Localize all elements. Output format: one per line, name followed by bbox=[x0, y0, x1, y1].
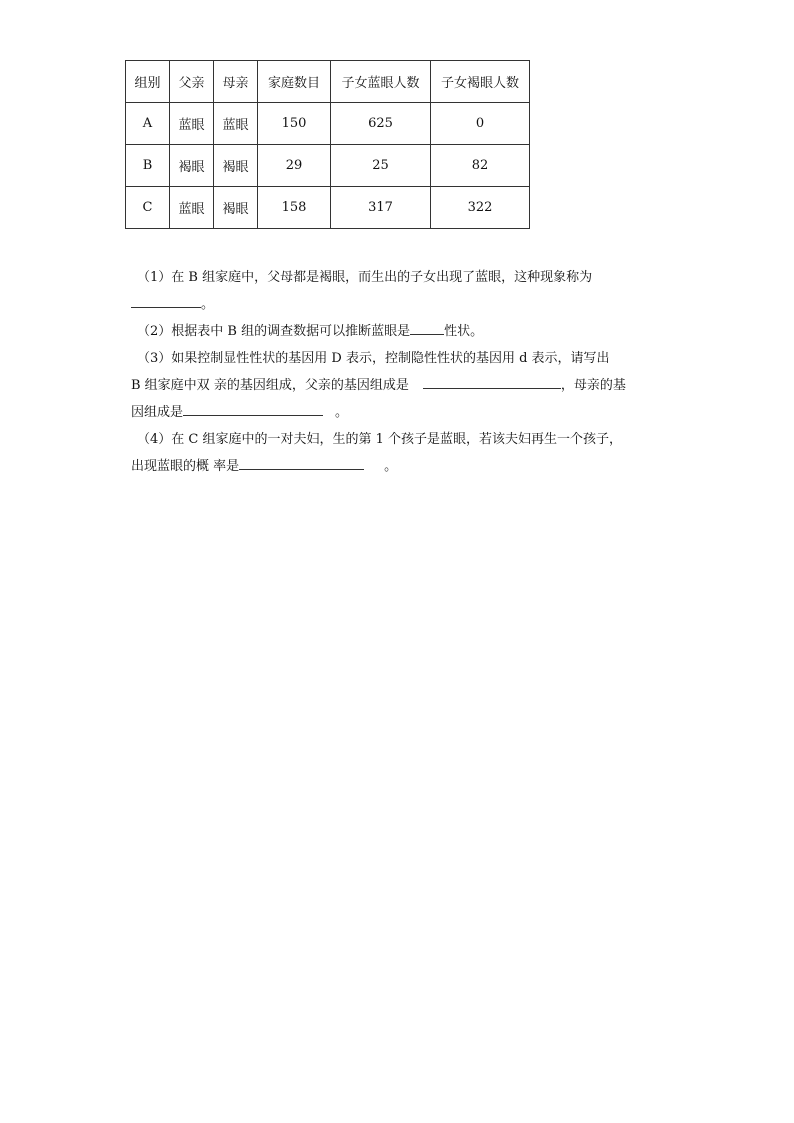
question-2 bbox=[131, 318, 671, 345]
table-cell: B bbox=[126, 145, 170, 187]
table-cell: 625 bbox=[331, 103, 431, 145]
table-header-row bbox=[126, 61, 530, 103]
header-cell-blue-eyed-children: 子女蓝眼人数 bbox=[331, 61, 431, 103]
table-cell: 150 bbox=[258, 103, 331, 145]
answer-blank-probability[interactable] bbox=[239, 453, 364, 470]
question-3-line-2-before: B 组家庭中双 亲的基因组成，父亲的基因组成是 bbox=[131, 378, 409, 393]
table-row bbox=[126, 103, 530, 145]
table-cell: C bbox=[126, 187, 170, 229]
table-cell: 29 bbox=[258, 145, 331, 187]
question-4-line-2-before: 出现蓝眼的概 率是 bbox=[131, 459, 240, 474]
table-row bbox=[126, 187, 530, 229]
header-cell-family-count: 家庭数目 bbox=[258, 61, 331, 103]
answer-blank-2[interactable] bbox=[410, 318, 444, 335]
question-4-line-2-after: 。 bbox=[384, 459, 398, 474]
question-3-line-1: （3）如果控制显性性状的基因用 D 表示，控制隐性性状的基因用 d 表示，请写出 bbox=[137, 351, 610, 366]
question-3-line-2-after: ，母亲的基 bbox=[560, 378, 626, 393]
header-cell-mother: 母亲 bbox=[214, 61, 258, 103]
answer-blank-father-genotype[interactable] bbox=[423, 372, 561, 389]
header-cell-father: 父亲 bbox=[170, 61, 214, 103]
table-cell: 蓝眼 bbox=[170, 187, 214, 229]
answer-blank-1[interactable] bbox=[131, 291, 201, 308]
header-cell-brown-eyed-children: 子女褐眼人数 bbox=[431, 61, 530, 103]
table-cell: 褐眼 bbox=[214, 145, 258, 187]
answer-blank-mother-genotype[interactable] bbox=[183, 399, 323, 416]
question-4-line-1: （4）在 C 组家庭中的一对夫妇，生的第 1 个孩子是蓝眼，若该夫妇再生一个孩子， bbox=[137, 432, 623, 447]
question-4-line-2 bbox=[131, 453, 671, 480]
question-2-text-after: 性状。 bbox=[444, 324, 484, 339]
table-row bbox=[126, 145, 530, 187]
question-1-end: 。 bbox=[201, 297, 215, 312]
table-cell: A bbox=[126, 103, 170, 145]
table-cell: 322 bbox=[431, 187, 530, 229]
question-2-text-before: （2）根据表中 B 组的调查数据可以推断蓝眼是 bbox=[137, 324, 411, 339]
question-1-line-1: （1）在 B 组家庭中，父母都是褐眼，而生出的子女出现了蓝眼，这种现象称为 bbox=[137, 270, 593, 285]
survey-table bbox=[125, 60, 530, 229]
question-1-line-2 bbox=[131, 291, 671, 318]
header-cell-group: 组别 bbox=[126, 61, 170, 103]
table-cell: 褐眼 bbox=[214, 187, 258, 229]
table-cell: 82 bbox=[431, 145, 530, 187]
question-3-line-3-before: 因组成是 bbox=[131, 405, 184, 420]
question-3-line-2 bbox=[131, 372, 671, 399]
table-cell: 0 bbox=[431, 103, 530, 145]
table-cell: 褐眼 bbox=[170, 145, 214, 187]
table-cell: 317 bbox=[331, 187, 431, 229]
question-list bbox=[131, 264, 671, 480]
table-cell: 25 bbox=[331, 145, 431, 187]
table-cell: 蓝眼 bbox=[214, 103, 258, 145]
table-cell: 158 bbox=[258, 187, 331, 229]
question-3-line-3-after: 。 bbox=[335, 405, 349, 420]
table-cell: 蓝眼 bbox=[170, 103, 214, 145]
question-3-line-3 bbox=[131, 399, 671, 426]
